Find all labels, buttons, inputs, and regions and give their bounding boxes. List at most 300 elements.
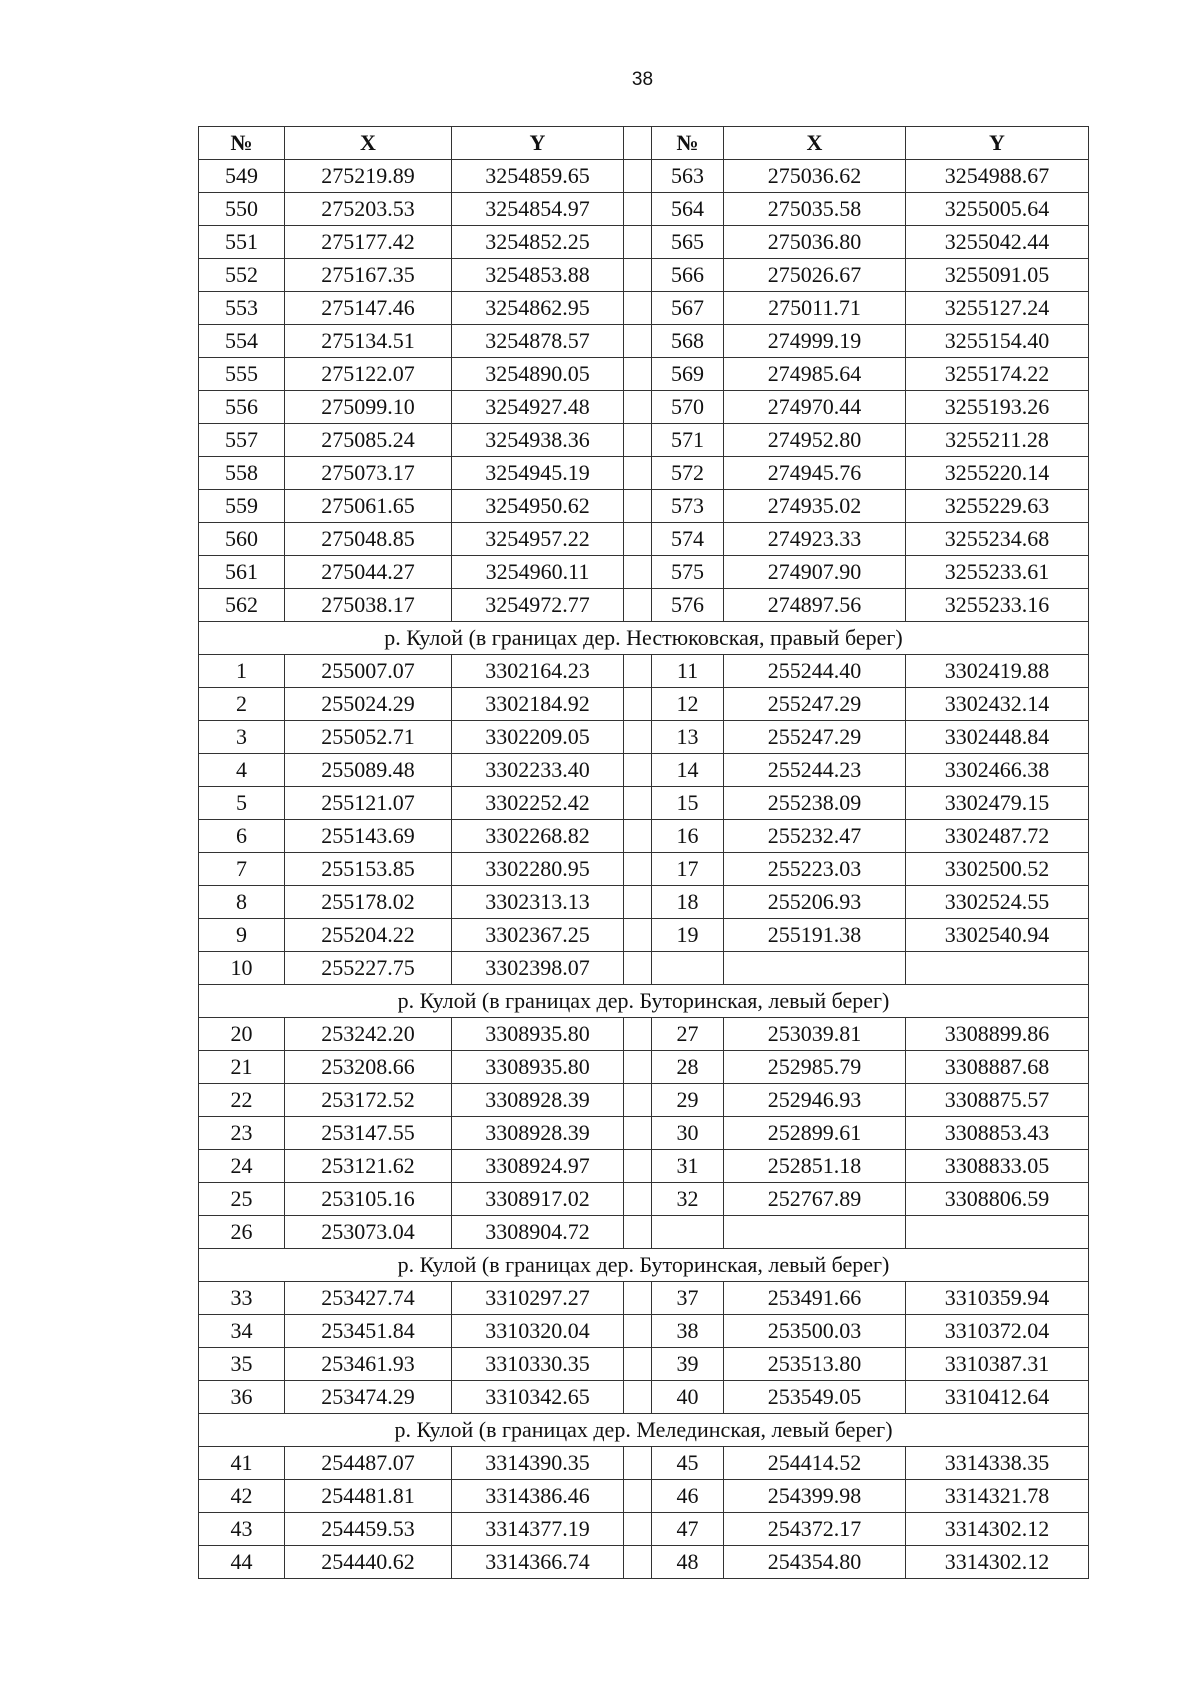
cell-x-left: 253242.20 — [285, 1018, 452, 1051]
header-x-left: X — [285, 127, 452, 160]
cell-spacer — [624, 589, 652, 622]
cell-y-left: 3254852.25 — [452, 226, 624, 259]
cell-x-right: 255238.09 — [724, 787, 906, 820]
section-title-row — [199, 1249, 1089, 1282]
cell-x-right: 274923.33 — [724, 523, 906, 556]
cell-number-right: 46 — [652, 1480, 724, 1513]
cell-y-left: 3314377.19 — [452, 1513, 624, 1546]
table-row — [199, 787, 1089, 820]
cell-x-right: 252767.89 — [724, 1183, 906, 1216]
cell-x-right: 254372.17 — [724, 1513, 906, 1546]
cell-y-left: 3314366.74 — [452, 1546, 624, 1579]
cell-x-left: 275122.07 — [285, 358, 452, 391]
cell-number-left: 556 — [199, 391, 285, 424]
cell-x-left: 275044.27 — [285, 556, 452, 589]
cell-x-left: 275085.24 — [285, 424, 452, 457]
table-row — [199, 589, 1089, 622]
cell-number-right: 574 — [652, 523, 724, 556]
cell-y-left: 3308935.80 — [452, 1018, 624, 1051]
cell-x-left: 255007.07 — [285, 655, 452, 688]
table-row — [199, 952, 1089, 985]
cell-x-left: 275061.65 — [285, 490, 452, 523]
table-row — [199, 853, 1089, 886]
cell-x-right: 253513.80 — [724, 1348, 906, 1381]
cell-y-right: 3255229.63 — [906, 490, 1089, 523]
table-row — [199, 490, 1089, 523]
cell-x-left: 275099.10 — [285, 391, 452, 424]
section-title: р. Кулой (в границах дер. Мелединская, левый берег) — [199, 1414, 1089, 1447]
cell-spacer — [624, 1216, 652, 1249]
header-x-right: X — [724, 127, 906, 160]
cell-y-right: 3254988.67 — [906, 160, 1089, 193]
cell-number-right: 573 — [652, 490, 724, 523]
cell-number-left: 20 — [199, 1018, 285, 1051]
cell-y-left: 3254938.36 — [452, 424, 624, 457]
cell-y-right: 3302432.14 — [906, 688, 1089, 721]
cell-x-left: 255178.02 — [285, 886, 452, 919]
cell-x-left: 253474.29 — [285, 1381, 452, 1414]
cell-x-right: 255232.47 — [724, 820, 906, 853]
cell-x-left: 253427.74 — [285, 1282, 452, 1315]
cell-x-right: 255191.38 — [724, 919, 906, 952]
cell-spacer — [624, 1282, 652, 1315]
cell-number-right: 27 — [652, 1018, 724, 1051]
cell-spacer — [624, 1447, 652, 1480]
cell-spacer — [624, 457, 652, 490]
cell-number-right: 30 — [652, 1117, 724, 1150]
cell-number-left: 21 — [199, 1051, 285, 1084]
cell-spacer — [624, 391, 652, 424]
table-row — [199, 1513, 1089, 1546]
cell-spacer — [624, 655, 652, 688]
cell-y-right: 3302487.72 — [906, 820, 1089, 853]
cell-x-left: 253121.62 — [285, 1150, 452, 1183]
cell-number-right: 571 — [652, 424, 724, 457]
table-row — [199, 193, 1089, 226]
cell-x-left: 253105.16 — [285, 1183, 452, 1216]
cell-number-left: 44 — [199, 1546, 285, 1579]
cell-y-right: 3302500.52 — [906, 853, 1089, 886]
cell-number-left: 4 — [199, 754, 285, 787]
cell-number-right: 15 — [652, 787, 724, 820]
cell-number-right: 45 — [652, 1447, 724, 1480]
cell-x-left: 275219.89 — [285, 160, 452, 193]
cell-x-left: 275167.35 — [285, 259, 452, 292]
cell-number-left: 8 — [199, 886, 285, 919]
cell-x-left: 275203.53 — [285, 193, 452, 226]
cell-number-left: 560 — [199, 523, 285, 556]
table-row — [199, 1117, 1089, 1150]
cell-y-left: 3302184.92 — [452, 688, 624, 721]
cell-y-right: 3308887.68 — [906, 1051, 1089, 1084]
header-y-right: Y — [906, 127, 1089, 160]
table-row — [199, 1348, 1089, 1381]
cell-number-left: 552 — [199, 259, 285, 292]
cell-spacer — [624, 556, 652, 589]
cell-y-left: 3302252.42 — [452, 787, 624, 820]
cell-y-left: 3308924.97 — [452, 1150, 624, 1183]
table-row — [199, 1018, 1089, 1051]
cell-x-right: 275036.62 — [724, 160, 906, 193]
cell-y-right: 3308875.57 — [906, 1084, 1089, 1117]
cell-x-left: 254459.53 — [285, 1513, 452, 1546]
cell-number-left: 33 — [199, 1282, 285, 1315]
cell-number-left: 561 — [199, 556, 285, 589]
cell-number-right: 14 — [652, 754, 724, 787]
cell-number-right: 575 — [652, 556, 724, 589]
cell-number-left: 551 — [199, 226, 285, 259]
cell-y-right: 3310387.31 — [906, 1348, 1089, 1381]
cell-y-right: 3302479.15 — [906, 787, 1089, 820]
cell-number-right: 38 — [652, 1315, 724, 1348]
cell-number-right: 29 — [652, 1084, 724, 1117]
cell-y-left: 3314386.46 — [452, 1480, 624, 1513]
section-title: р. Кулой (в границах дер. Буторинская, левый берег) — [199, 985, 1089, 1018]
cell-number-left: 2 — [199, 688, 285, 721]
cell-y-right — [906, 1216, 1089, 1249]
cell-y-left: 3302268.82 — [452, 820, 624, 853]
cell-number-right: 39 — [652, 1348, 724, 1381]
cell-x-right: 253500.03 — [724, 1315, 906, 1348]
cell-y-left: 3254862.95 — [452, 292, 624, 325]
table-row — [199, 358, 1089, 391]
cell-number-right: 568 — [652, 325, 724, 358]
cell-number-left: 5 — [199, 787, 285, 820]
table-row — [199, 1315, 1089, 1348]
cell-number-left: 22 — [199, 1084, 285, 1117]
cell-number-left: 35 — [199, 1348, 285, 1381]
cell-number-left: 7 — [199, 853, 285, 886]
cell-number-right: 48 — [652, 1546, 724, 1579]
cell-number-left: 558 — [199, 457, 285, 490]
cell-number-left: 555 — [199, 358, 285, 391]
cell-x-right — [724, 952, 906, 985]
cell-number-left: 25 — [199, 1183, 285, 1216]
cell-y-right: 3308833.05 — [906, 1150, 1089, 1183]
cell-y-left: 3254890.05 — [452, 358, 624, 391]
cell-y-left: 3302398.07 — [452, 952, 624, 985]
page-number: 38 — [631, 69, 654, 90]
cell-x-right: 274952.80 — [724, 424, 906, 457]
cell-spacer — [624, 523, 652, 556]
table-row — [199, 1150, 1089, 1183]
cell-y-right — [906, 952, 1089, 985]
cell-y-right: 3310359.94 — [906, 1282, 1089, 1315]
cell-number-left: 559 — [199, 490, 285, 523]
cell-number-left: 9 — [199, 919, 285, 952]
table-row — [199, 1447, 1089, 1480]
section-title-row — [199, 1414, 1089, 1447]
cell-x-right: 254414.52 — [724, 1447, 906, 1480]
cell-spacer — [624, 886, 652, 919]
cell-x-right — [724, 1216, 906, 1249]
cell-number-right: 570 — [652, 391, 724, 424]
cell-y-right: 3308899.86 — [906, 1018, 1089, 1051]
cell-spacer — [624, 1051, 652, 1084]
cell-number-left: 43 — [199, 1513, 285, 1546]
cell-y-right: 3255193.26 — [906, 391, 1089, 424]
cell-x-right: 254354.80 — [724, 1546, 906, 1579]
cell-number-right: 12 — [652, 688, 724, 721]
cell-number-right: 28 — [652, 1051, 724, 1084]
cell-y-right: 3314302.12 — [906, 1546, 1089, 1579]
cell-spacer — [624, 787, 652, 820]
cell-spacer — [624, 1381, 652, 1414]
cell-x-left: 253147.55 — [285, 1117, 452, 1150]
cell-spacer — [624, 424, 652, 457]
cell-number-right: 565 — [652, 226, 724, 259]
cell-y-left: 3254945.19 — [452, 457, 624, 490]
cell-x-right: 252946.93 — [724, 1084, 906, 1117]
table-row — [199, 1480, 1089, 1513]
table-row — [199, 688, 1089, 721]
cell-spacer — [624, 1150, 652, 1183]
cell-spacer — [624, 1018, 652, 1051]
header-number-left: № — [199, 127, 285, 160]
cell-x-left: 255024.29 — [285, 688, 452, 721]
cell-y-right: 3314321.78 — [906, 1480, 1089, 1513]
cell-spacer — [624, 919, 652, 952]
cell-y-left: 3310297.27 — [452, 1282, 624, 1315]
cell-spacer — [624, 688, 652, 721]
cell-y-left: 3302164.23 — [452, 655, 624, 688]
cell-x-left: 253208.66 — [285, 1051, 452, 1084]
cell-y-right: 3255154.40 — [906, 325, 1089, 358]
cell-number-left: 554 — [199, 325, 285, 358]
cell-x-right: 253491.66 — [724, 1282, 906, 1315]
cell-y-left: 3254927.48 — [452, 391, 624, 424]
cell-number-left: 3 — [199, 721, 285, 754]
cell-number-left: 42 — [199, 1480, 285, 1513]
table-row — [199, 424, 1089, 457]
cell-x-right: 275026.67 — [724, 259, 906, 292]
cell-y-left: 3310342.65 — [452, 1381, 624, 1414]
cell-number-right: 572 — [652, 457, 724, 490]
cell-x-right: 253549.05 — [724, 1381, 906, 1414]
cell-spacer — [624, 952, 652, 985]
cell-number-right — [652, 952, 724, 985]
cell-spacer — [624, 1480, 652, 1513]
cell-y-right: 3308806.59 — [906, 1183, 1089, 1216]
cell-x-left: 253451.84 — [285, 1315, 452, 1348]
cell-y-right: 3255127.24 — [906, 292, 1089, 325]
cell-number-left: 10 — [199, 952, 285, 985]
cell-y-right: 3310372.04 — [906, 1315, 1089, 1348]
cell-spacer — [624, 1513, 652, 1546]
cell-x-right: 255247.29 — [724, 688, 906, 721]
cell-y-right: 3255042.44 — [906, 226, 1089, 259]
header-spacer — [624, 127, 652, 160]
cell-y-right: 3314338.35 — [906, 1447, 1089, 1480]
cell-x-left: 255204.22 — [285, 919, 452, 952]
cell-spacer — [624, 853, 652, 886]
cell-x-left: 275073.17 — [285, 457, 452, 490]
cell-x-right: 253039.81 — [724, 1018, 906, 1051]
cell-x-right: 255244.40 — [724, 655, 906, 688]
cell-x-right: 274985.64 — [724, 358, 906, 391]
table-row — [199, 1216, 1089, 1249]
header-number-right: № — [652, 127, 724, 160]
cell-y-left: 3254972.77 — [452, 589, 624, 622]
table-row — [199, 523, 1089, 556]
cell-x-left: 254487.07 — [285, 1447, 452, 1480]
cell-number-left: 549 — [199, 160, 285, 193]
cell-x-left: 275048.85 — [285, 523, 452, 556]
cell-x-left: 254481.81 — [285, 1480, 452, 1513]
cell-x-left: 253073.04 — [285, 1216, 452, 1249]
cell-y-right: 3255211.28 — [906, 424, 1089, 457]
cell-number-left: 34 — [199, 1315, 285, 1348]
cell-y-left: 3302367.25 — [452, 919, 624, 952]
cell-spacer — [624, 721, 652, 754]
cell-spacer — [624, 292, 652, 325]
table-row — [199, 1051, 1089, 1084]
cell-y-left: 3308917.02 — [452, 1183, 624, 1216]
cell-y-right: 3255233.16 — [906, 589, 1089, 622]
cell-y-left: 3302280.95 — [452, 853, 624, 886]
cell-x-right: 275011.71 — [724, 292, 906, 325]
cell-y-right: 3255174.22 — [906, 358, 1089, 391]
cell-x-left: 255143.69 — [285, 820, 452, 853]
cell-x-left: 255052.71 — [285, 721, 452, 754]
cell-number-right: 11 — [652, 655, 724, 688]
cell-x-left: 255089.48 — [285, 754, 452, 787]
cell-y-right: 3255005.64 — [906, 193, 1089, 226]
table-row — [199, 754, 1089, 787]
table-row — [199, 259, 1089, 292]
cell-number-right: 18 — [652, 886, 724, 919]
cell-x-left: 275177.42 — [285, 226, 452, 259]
cell-y-right: 3302448.84 — [906, 721, 1089, 754]
cell-number-right: 47 — [652, 1513, 724, 1546]
header-y-left: Y — [452, 127, 624, 160]
cell-x-right: 274970.44 — [724, 391, 906, 424]
cell-number-left: 550 — [199, 193, 285, 226]
table-row — [199, 1183, 1089, 1216]
cell-spacer — [624, 259, 652, 292]
cell-y-left: 3254957.22 — [452, 523, 624, 556]
cell-y-left: 3310320.04 — [452, 1315, 624, 1348]
cell-number-left: 562 — [199, 589, 285, 622]
cell-spacer — [624, 754, 652, 787]
cell-x-left: 253172.52 — [285, 1084, 452, 1117]
cell-spacer — [624, 1084, 652, 1117]
cell-spacer — [624, 1183, 652, 1216]
cell-number-left: 1 — [199, 655, 285, 688]
table-body — [199, 160, 1089, 1579]
cell-number-right: 19 — [652, 919, 724, 952]
cell-number-right: 16 — [652, 820, 724, 853]
coordinates-table — [198, 126, 1089, 1579]
cell-y-left: 3308935.80 — [452, 1051, 624, 1084]
cell-x-right: 275036.80 — [724, 226, 906, 259]
cell-x-left: 275038.17 — [285, 589, 452, 622]
cell-y-left: 3254960.11 — [452, 556, 624, 589]
cell-spacer — [624, 358, 652, 391]
cell-x-left: 255153.85 — [285, 853, 452, 886]
cell-y-right: 3302524.55 — [906, 886, 1089, 919]
table-row — [199, 886, 1089, 919]
cell-x-right: 255223.03 — [724, 853, 906, 886]
cell-x-right: 274935.02 — [724, 490, 906, 523]
cell-y-right: 3302540.94 — [906, 919, 1089, 952]
cell-number-right: 564 — [652, 193, 724, 226]
cell-spacer — [624, 1117, 652, 1150]
cell-number-left: 36 — [199, 1381, 285, 1414]
cell-y-left: 3254878.57 — [452, 325, 624, 358]
cell-y-left: 3302209.05 — [452, 721, 624, 754]
cell-x-left: 255227.75 — [285, 952, 452, 985]
cell-spacer — [624, 1315, 652, 1348]
cell-x-right: 275035.58 — [724, 193, 906, 226]
cell-y-left: 3254853.88 — [452, 259, 624, 292]
table-row — [199, 919, 1089, 952]
section-title: р. Кулой (в границах дер. Буторинская, левый берег) — [199, 1249, 1089, 1282]
cell-y-left: 3254859.65 — [452, 160, 624, 193]
cell-x-left: 253461.93 — [285, 1348, 452, 1381]
cell-x-right: 255247.29 — [724, 721, 906, 754]
cell-number-right: 40 — [652, 1381, 724, 1414]
table-row — [199, 721, 1089, 754]
cell-y-right: 3302419.88 — [906, 655, 1089, 688]
cell-x-right: 274897.56 — [724, 589, 906, 622]
cell-number-right: 37 — [652, 1282, 724, 1315]
cell-number-right: 576 — [652, 589, 724, 622]
cell-number-left: 6 — [199, 820, 285, 853]
table-row — [199, 325, 1089, 358]
cell-x-right: 274999.19 — [724, 325, 906, 358]
cell-number-left: 23 — [199, 1117, 285, 1150]
section-title: р. Кулой (в границах дер. Нестюковская, правый берег) — [199, 622, 1089, 655]
cell-y-left: 3308928.39 — [452, 1117, 624, 1150]
cell-x-right: 274907.90 — [724, 556, 906, 589]
cell-number-right: 567 — [652, 292, 724, 325]
table-row — [199, 556, 1089, 589]
cell-x-right: 252985.79 — [724, 1051, 906, 1084]
cell-number-left: 26 — [199, 1216, 285, 1249]
cell-y-right: 3255091.05 — [906, 259, 1089, 292]
table-row — [199, 820, 1089, 853]
cell-spacer — [624, 490, 652, 523]
cell-spacer — [624, 325, 652, 358]
table-row — [199, 1084, 1089, 1117]
cell-x-right: 255206.93 — [724, 886, 906, 919]
cell-number-right: 13 — [652, 721, 724, 754]
cell-x-left: 255121.07 — [285, 787, 452, 820]
section-title-row — [199, 622, 1089, 655]
cell-y-right: 3310412.64 — [906, 1381, 1089, 1414]
cell-y-left: 3308904.72 — [452, 1216, 624, 1249]
cell-x-left: 275134.51 — [285, 325, 452, 358]
table-row — [199, 1282, 1089, 1315]
cell-spacer — [624, 160, 652, 193]
table-header-row — [199, 127, 1089, 160]
section-title-row — [199, 985, 1089, 1018]
table-row — [199, 160, 1089, 193]
table-row — [199, 655, 1089, 688]
table-row — [199, 1381, 1089, 1414]
cell-number-right: 569 — [652, 358, 724, 391]
cell-number-right: 566 — [652, 259, 724, 292]
cell-number-right: 31 — [652, 1150, 724, 1183]
cell-x-right: 254399.98 — [724, 1480, 906, 1513]
cell-spacer — [624, 1546, 652, 1579]
cell-y-left: 3254950.62 — [452, 490, 624, 523]
cell-number-right: 17 — [652, 853, 724, 886]
cell-y-right: 3314302.12 — [906, 1513, 1089, 1546]
cell-number-left: 41 — [199, 1447, 285, 1480]
cell-y-left: 3302313.13 — [452, 886, 624, 919]
